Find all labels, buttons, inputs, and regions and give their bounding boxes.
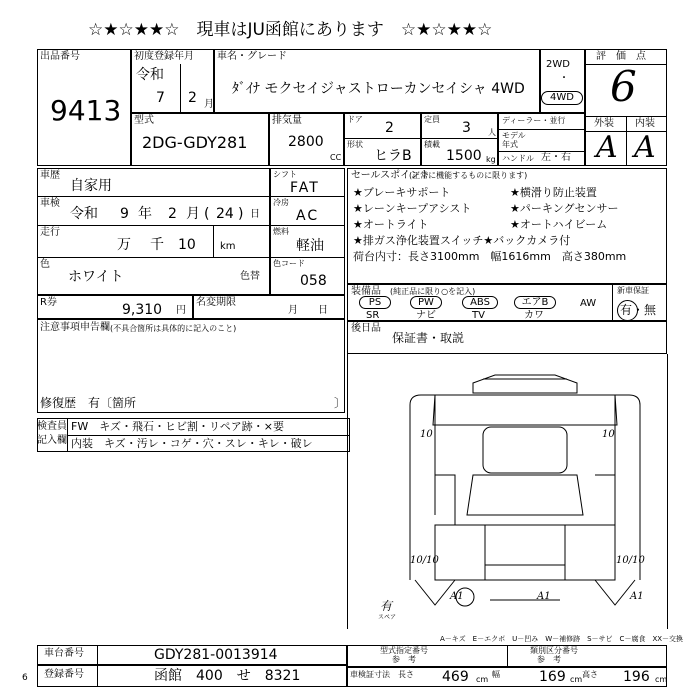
model-year-label-bottom: 年式 (502, 140, 518, 149)
diagram-mark: 10/10 (410, 555, 439, 566)
doors-value: 2 (385, 120, 394, 136)
equip-pw: PW (410, 296, 442, 309)
size-unit: cm (476, 675, 489, 684)
mileage-value: 10 (178, 237, 196, 253)
equip-airbag: エアB (514, 296, 556, 309)
handle-label: ハンドル (502, 154, 534, 163)
mileage-sen: 千 (150, 237, 164, 253)
lot-number: 9413 (50, 94, 122, 127)
handle-value: 左・右 (541, 152, 571, 163)
plate-value: 函館 400 せ 8321 (154, 668, 301, 684)
displacement-value: 2800 (288, 134, 324, 150)
repair-label: 修復歴 (40, 396, 77, 410)
size-unit: cm (655, 675, 668, 684)
sales-point: ★オートハイビーム (510, 218, 608, 231)
sales-point: ★パーキングセンサー (510, 202, 619, 215)
size-width-label: 幅 (492, 670, 500, 679)
chassis-label: 車台番号 (44, 648, 84, 659)
recycle-unit: 円 (176, 305, 186, 316)
shift-value: FAT (290, 180, 320, 196)
repair-value: 有〔箇所 (88, 396, 137, 410)
notes-sublabel: (不具合箇所は具体的に記入のこと) (110, 324, 237, 333)
chassis-value: GDY281-0013914 (154, 647, 278, 663)
capacity-value: 3 (462, 120, 471, 136)
color-code: 058 (300, 273, 327, 289)
color-label: 色 (40, 259, 50, 270)
recycle-label: R券 (40, 297, 57, 308)
first-reg-month-unit: 月 (204, 99, 214, 110)
doors-label: ドア (347, 115, 363, 124)
equip-abs: ABS (462, 296, 498, 309)
shaken-day-unit: 日 (250, 209, 260, 220)
damage-legend: A－キズ E－エクボ U－凹み W－補修跡 S－サビ C－腐食 XX－交換 (440, 635, 684, 643)
size-box (347, 667, 667, 687)
score-int: A (634, 130, 656, 165)
equip-sr: SR (366, 310, 380, 321)
car-diagram (395, 365, 655, 620)
inspector-row1: FW キズ・飛石・ヒビ割・リペア跡・×要 (71, 420, 284, 433)
load-unit: kg (486, 155, 496, 164)
type-approval-label: 型式指定番号 (380, 646, 428, 655)
cargo-bed (435, 525, 615, 580)
mileage-unit: km (220, 241, 236, 252)
diagram-mark: A1 (630, 591, 644, 602)
docs-value: 保証書・取説 (392, 331, 465, 345)
doors (435, 475, 615, 525)
bed-lines (485, 525, 565, 580)
drive-2wd: 2WD (546, 59, 570, 70)
recycle-box (37, 295, 193, 319)
first-reg-month: 2 (188, 90, 197, 106)
equip-ps: PS (359, 296, 391, 309)
load-value: 1500 (446, 148, 482, 164)
shaken-month-unit: 月 (186, 206, 200, 222)
shift-label: シフト (273, 170, 297, 179)
mileage-man: 万 (117, 237, 131, 253)
load-label: 積載 (424, 140, 440, 149)
diagram-mark: 10/10 (616, 555, 645, 566)
score-int-label: 内装 (635, 118, 655, 129)
score-value: 6 (610, 62, 637, 111)
displacement-label: 排気量 (272, 115, 302, 126)
sales-point: ★横滑り防止装置 (510, 186, 597, 199)
type-approval-ref: 参 考 (392, 655, 416, 664)
cab-roof-outline (433, 395, 617, 425)
sales-point: ★ブレーキサポート (353, 186, 451, 199)
shaken-month: 2 (168, 206, 177, 222)
dealer-label: ディーラー・並行 (502, 116, 566, 125)
lot-label: 出品番号 (40, 51, 80, 62)
inspector-row2: 内装 キズ・汚レ・コゲ・穴・スレ・キレ・破レ (71, 437, 313, 450)
shaken-label: 車検 (40, 198, 60, 209)
mileage-label: 走行 (40, 227, 60, 238)
size-length-label: 長さ (398, 670, 414, 679)
category-ref: 参 考 (537, 655, 561, 664)
sales-point: ★排ガス浄化装置スイッチ★バックカメラ付 (353, 234, 571, 247)
diagram-mark: A1 (450, 591, 464, 602)
inspector-label-top: 検査員 (37, 421, 67, 432)
history-value: 自家用 (70, 178, 112, 194)
recycle-value: 9,310 (122, 302, 163, 318)
category-label: 類別区分番号 (530, 646, 578, 655)
size-width: 169 (539, 669, 566, 685)
new-warranty-circle (617, 300, 638, 321)
equipment-label: 装備品 (351, 286, 381, 297)
roof (467, 475, 583, 515)
notes-label: 注意事項申告欄 (40, 322, 110, 333)
inspector-label-bottom: 記入欄 (37, 435, 67, 446)
equip-navi: ナビ (416, 310, 436, 321)
diagram-mark: A1 (537, 591, 551, 602)
shaken-year: 9 (120, 206, 129, 222)
size-height-label: 高さ (582, 670, 598, 679)
score-ext-label: 外装 (594, 118, 614, 129)
name-change-month: 月 (288, 305, 298, 316)
name-change-day: 日 (318, 305, 328, 316)
equip-tv: TV (472, 310, 485, 321)
equip-leather: カワ (524, 310, 544, 321)
first-reg-label: 初度登録年月 (134, 51, 194, 62)
drive-4wd: 4WD (541, 91, 583, 105)
notes-box (37, 319, 345, 413)
new-warranty-label: 新車保証 (617, 286, 649, 295)
sales-points-sublabel: (正常に機能するものに限ります) (409, 171, 528, 180)
new-warranty-value: 有・無 (620, 303, 657, 317)
shaken-era: 令和 (70, 206, 98, 222)
front-bumper (473, 375, 577, 393)
name-change-label: 名変期限 (196, 297, 236, 308)
size-height: 196 (623, 669, 650, 685)
sales-point: ★レーンキープアシスト (353, 202, 472, 215)
rear-wheels (415, 580, 635, 605)
spare-mark: 有 (380, 599, 393, 613)
first-reg-year: 7 (156, 90, 165, 106)
header-title: ☆★☆★★☆ 現車はJU函館にあります ☆★☆★★☆ (88, 20, 493, 40)
shaken-close-paren: ) (238, 206, 244, 222)
displacement-unit: CC (330, 153, 342, 162)
aircon-value: AC (296, 208, 320, 224)
score-ext: A (596, 130, 618, 165)
drive-dot: ・ (559, 73, 569, 84)
color-value: ホワイト (68, 269, 124, 285)
color-change-label: 色替 (240, 271, 260, 282)
model-label: 車名・グレード (217, 51, 287, 62)
history-label: 車歴 (40, 170, 60, 181)
margin-mark: 6 (22, 673, 28, 683)
type-label: 型式 (134, 115, 154, 126)
shape-label: 形状 (347, 140, 363, 149)
aircon-label: 冷房 (273, 198, 289, 207)
diagram-mark: 10 (602, 429, 615, 440)
shape-value: ヒラB (374, 148, 412, 164)
capacity-label: 定員 (424, 115, 440, 124)
plate-label: 登録番号 (44, 669, 84, 680)
shaken-day: 24 (216, 206, 234, 222)
diagram-mark: 10 (420, 429, 433, 440)
spare-label: スペア (378, 614, 397, 621)
capacity-unit: 人 (488, 128, 496, 137)
docs-label: 後日品 (351, 323, 381, 334)
sales-point: ★オートライト (353, 218, 429, 231)
shaken-open-paren: ( (204, 206, 210, 222)
fuel-label: 燃料 (273, 227, 289, 236)
size-label: 車検証寸法 (350, 670, 390, 679)
equipment-sublabel: (純正品に限り○を記入) (390, 287, 476, 296)
windshield (483, 427, 567, 473)
repair-close-bracket: 〕 (334, 396, 347, 410)
model-year-label-top: モデル (502, 131, 526, 140)
type-value: 2DG-GDY281 (142, 133, 248, 152)
fuel-value: 軽油 (296, 238, 324, 254)
color-code-label: 色コード (273, 259, 305, 268)
shaken-year-unit: 年 (138, 206, 152, 222)
score-label: 評 価 点 (596, 51, 646, 62)
sales-points-label: セールスポイント (351, 170, 431, 181)
cab-sides (435, 395, 615, 515)
equip-aw: AW (580, 298, 597, 309)
model-name: ﾀﾞｲﾅ モクセイジャストローカンセイシャ 4WD (232, 81, 525, 97)
size-unit: cm (570, 675, 583, 684)
cargo-dims: 荷台内寸：長さ3100mm 幅1616mm 高さ380mm (353, 250, 627, 263)
fenders-front (410, 395, 640, 405)
size-length: 469 (442, 669, 469, 685)
first-reg-era: 令和 (136, 67, 164, 83)
